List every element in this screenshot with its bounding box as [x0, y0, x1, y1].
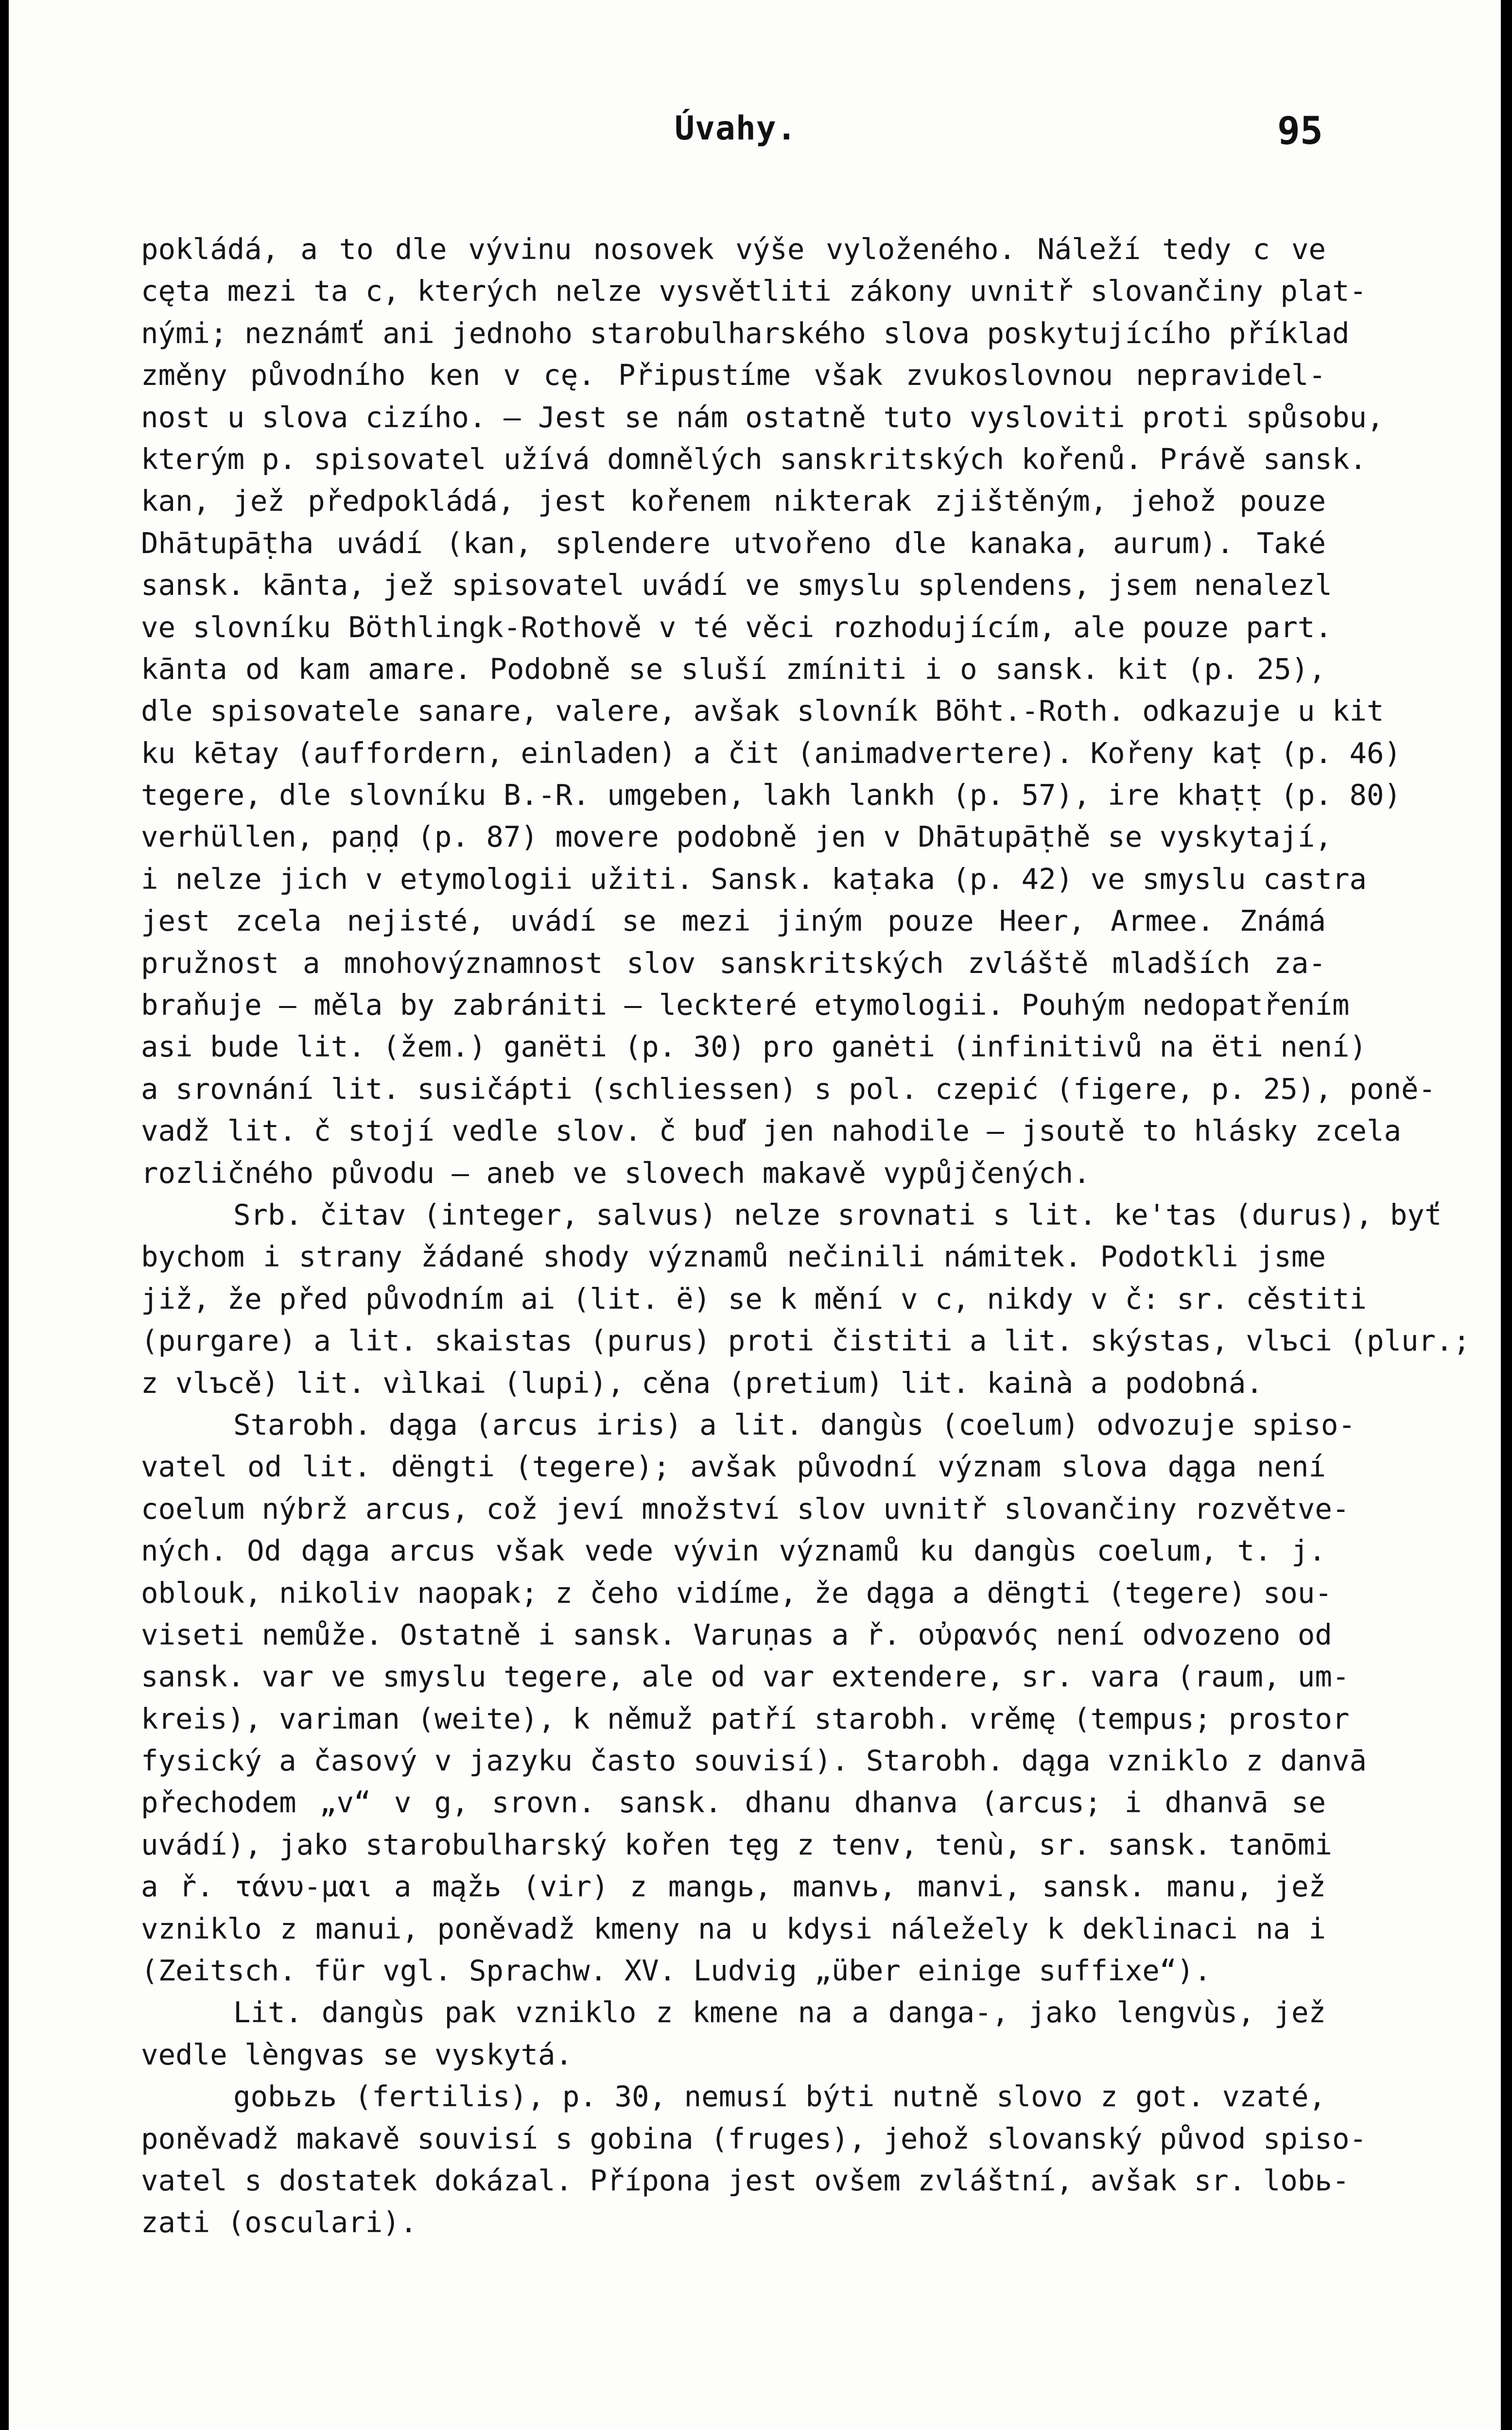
- paragraph: [141, 228, 1436, 1194]
- text-line: Dhātupāṭha uvádí (kan, splendere utvořeno dle kanaka, aurum). Také: [141, 526, 1326, 560]
- text-line: a srovnání lit. susičápti (schliessen) s pol. czepić (figere, p. 25), poně-: [141, 1072, 1436, 1106]
- text-line: vzniklo z manui, poněvadž kmeny na u kdysi náležely k deklinaci na i: [141, 1911, 1326, 1945]
- running-head: Úvahy.: [675, 109, 797, 148]
- text-line: pokládá, a to dle vývinu nosovek výše vyloženého. Náleží tedy c ve: [141, 232, 1326, 266]
- paragraph: [141, 2076, 1367, 2244]
- text-line: pružnost a mnohovýznamnost slov sanskritských zvláště mladších za-: [141, 946, 1326, 980]
- body-text: [141, 228, 1471, 2244]
- text-line: vatel od lit. dëngti (tegere); avšak původní význam slova dąga není: [141, 1450, 1326, 1484]
- text-line: již, že před původním ai (lit. ë) se k mění v c, nikdy v č: sr. cěstiti: [141, 1282, 1367, 1316]
- text-line: Starobh. dąga (arcus iris) a lit. dangùs (coelum) odvozuje spiso-: [233, 1407, 1356, 1441]
- text-line: oblouk, nikoliv naopak; z čeho vidíme, že dąga a dëngti (tegere) sou-: [141, 1576, 1332, 1610]
- text-line: Srb. čitav (integer, salvus) nelze srovnati s lit. ke'tas (durus), byť: [233, 1198, 1442, 1232]
- text-line: z vlъcě) lit. vìlkai (lupi), cěna (pretium) lit. kainà a podobná.: [141, 1366, 1263, 1400]
- text-line: změny původního ken v cę. Připustíme však zvukoslovnou nepravidel-: [141, 358, 1326, 392]
- text-line: kreis), variman (weite), k němuž patří starobh. vrěmę (tempus; prostor: [141, 1701, 1350, 1736]
- text-line: vatel s dostatek dokázal. Přípona jest ovšem zvláštní, avšak sr. lobь-: [141, 2163, 1350, 2197]
- page-header: [9, 109, 1501, 163]
- text-line: a ř. τάνυ-μαι a mąžь (vir) z mangь, manvь, manvi, sansk. manu, jež: [141, 1870, 1326, 1904]
- text-line: verhüllen, paṇḍ (p. 87) movere podobně jen v Dhātupāṭhě se vyskytají,: [141, 820, 1332, 854]
- text-line: přechodem „v“ v g, srovn. sansk. dhanu dhanva (arcus; i dhanvā se: [141, 1786, 1326, 1820]
- text-line: (purgare) a lit. skaistas (purus) proti čistiti a lit. skýstas, vlъci (plur.;: [141, 1324, 1471, 1358]
- text-line: sansk. kānta, jež spisovatel uvádí ve smyslu splendens, jsem nenalezl: [141, 568, 1332, 602]
- text-line: fysický a časový v jazyku často souvisí). Starobh. dąga vzniklo z danvā: [141, 1744, 1367, 1778]
- paragraph: [141, 1194, 1471, 1404]
- text-line: jest zcela nejisté, uvádí se mezi jiným pouze Heer, Armee. Známá: [141, 904, 1326, 938]
- text-line: i nelze jich v etymologii užiti. Sansk. kaṭaka (p. 42) ve smyslu castra: [141, 862, 1367, 896]
- text-line: bychom i strany žádané shody významů nečinili námitek. Podotkli jsme: [141, 1240, 1326, 1274]
- text-line: asi bude lit. (žem.) ganëti (p. 30) pro ganėti (infinitivů na ëti není): [141, 1030, 1367, 1064]
- text-line: nost u slova cizího. — Jest se nám ostatně tuto vysloviti proti spůsobu,: [141, 400, 1384, 434]
- text-line: nými; neznámť ani jednoho starobulharského slova poskytujícího příklad: [141, 316, 1350, 350]
- text-line: ných. Od dąga arcus však vede vývin významů ku dangùs coelum, t. j.: [141, 1534, 1326, 1568]
- text-line: rozličného původu — aneb ve slovech makavě vypůjčených.: [141, 1156, 1091, 1190]
- text-line: kānta od kam amare. Podobně se sluší zmíniti i o sansk. kit (p. 25),: [141, 652, 1326, 686]
- text-line: ku kētay (auffordern, einladen) a čit (animadvertere). Kořeny kaṭ (p. 46): [141, 736, 1402, 770]
- text-line: braňuje — měla by zabrániti — leckteré etymologii. Pouhým nedopatřením: [141, 988, 1350, 1022]
- text-line: dle spisovatele sanare, valere, avšak slovník Böht.-Roth. odkazuje u kit: [141, 694, 1384, 728]
- page-number: 95: [1277, 109, 1323, 153]
- text-line: gobьzь (fertilis), p. 30, nemusí býti nutně slovo z got. vzaté,: [233, 2080, 1326, 2114]
- paragraph: [141, 1404, 1367, 1992]
- text-line: ve slovníku Böthlingk-Rothově v té věci rozhodujícím, ale pouze part.: [141, 610, 1332, 644]
- text-line: tegere, dle slovníku B.-R. umgeben, lakh lankh (p. 57), ire khaṭṭ (p. 80): [141, 778, 1402, 812]
- text-line: viseti nemůže. Ostatně i sansk. Varuṇas a ř. οὐρανός není odvozeno od: [141, 1617, 1332, 1651]
- text-line: cęta mezi ta c, kterých nelze vysvětliti zákony uvnitř slovančiny plat-: [141, 274, 1367, 308]
- text-line: kan, jež předpokládá, jest kořenem nikterak zjištěným, jehož pouze: [141, 484, 1326, 518]
- text-line: vedle lèngvas se vyskytá.: [141, 2037, 573, 2071]
- text-line: (Zeitsch. für vgl. Sprachw. XV. Ludvig „über einige suffixe“).: [141, 1954, 1212, 1988]
- text-line: uvádí), jako starobulharský kořen tęg z tenv, tenù, sr. sansk. tanōmi: [141, 1827, 1332, 1861]
- text-line: poněvadž makavě souvisí s gobina (fruges), jehož slovanský původ spiso-: [141, 2121, 1367, 2155]
- text-line: kterým p. spisovatel užívá domnělých sanskritských kořenů. Právě sansk.: [141, 442, 1367, 476]
- text-line: vadž lit. č stojí vedle slov. č buď jen nahodile — jsoutě to hlásky zcela: [141, 1114, 1402, 1148]
- text-line: sansk. var ve smyslu tegere, ale od var extendere, sr. vara (raum, um-: [141, 1660, 1350, 1694]
- text-line: coelum nýbrž arcus, což jeví množství slov uvnitř slovančiny rozvětve-: [141, 1492, 1350, 1526]
- text-line: zati (osculari).: [141, 2205, 417, 2239]
- text-line: Lit. dangùs pak vzniklo z kmene na a danga-, jako lengvùs, jež: [233, 1996, 1326, 2030]
- book-page: [9, 0, 1501, 2430]
- paragraph: [141, 1992, 1326, 2076]
